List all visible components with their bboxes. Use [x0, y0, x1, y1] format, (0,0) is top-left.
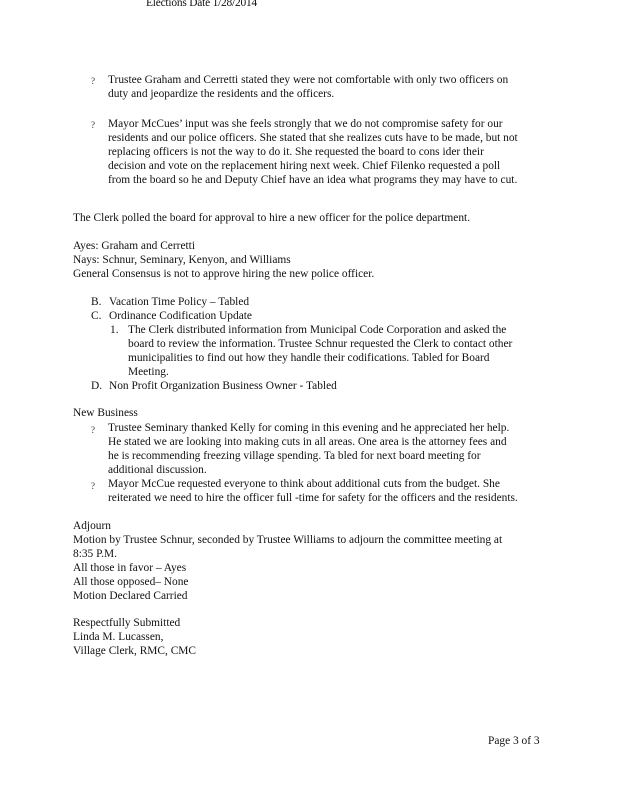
outline-item-ordinance-codification: Ordinance Codification Update — [109, 310, 252, 322]
text-line: board to review the information. Trustee Schnur requested the Clerk to contact other — [128, 338, 513, 350]
outline-item-vacation-policy: Vacation Time Policy – Tabled — [109, 296, 250, 308]
outline-marker-d: D. — [91, 380, 103, 392]
outline-subitem-code-corporation — [128, 323, 538, 379]
poll-nays: Nays: Schnur, Seminary, Kenyon, and Williams — [73, 254, 291, 266]
text-line: additional discussion. — [108, 464, 207, 476]
adjourn-in-favor: All those in favor – Ayes — [73, 562, 187, 574]
adjourn-result: Motion Declared Carried — [73, 590, 188, 602]
bullet-marker: ? — [91, 76, 95, 86]
adjourn-heading: Adjourn — [73, 520, 111, 532]
text-line: Trustee Seminary thanked Kelly for coming in this evening and he appreciated her help. — [108, 422, 510, 434]
bullet-paragraph-mayor-cuts — [108, 477, 548, 505]
bullet-paragraph-mayor-input — [108, 117, 548, 187]
text-line: duty and jeopardize the residents and the officers. — [108, 88, 335, 100]
signature-closing: Respectfully Submitted — [73, 617, 181, 629]
bullet-marker: ? — [91, 481, 95, 491]
text-line: Trustee Graham and Cerretti stated they were not comfortable with only two officers on — [108, 74, 509, 86]
text-line: he is recommending freezing village spending. Ta bled for next board meeting for — [108, 450, 481, 462]
bullet-marker: ? — [91, 425, 95, 435]
poll-ayes: Ayes: Graham and Cerretti — [73, 240, 195, 252]
signature-name: Linda M. Lucassen, — [73, 631, 164, 643]
poll-statement: The Clerk polled the board for approval to hire a new officer for the police department. — [73, 212, 471, 224]
outline-marker-c: C. — [91, 310, 102, 322]
text-line: The Clerk distributed information from Municipal Code Corporation and asked the — [128, 324, 507, 336]
bullet-paragraph-graham-cerretti — [108, 73, 548, 101]
text-line: Motion by Trustee Schnur, seconded by Trustee Williams to adjourn the committee meeting at — [73, 534, 503, 546]
page-number: Page 3 of 3 — [488, 735, 540, 747]
text-line: decision and vote on the replacement hiring next week. Chief Filenko requested a poll — [108, 160, 501, 172]
bullet-paragraph-seminary — [108, 421, 548, 477]
text-line: Meeting. — [128, 366, 169, 378]
new-business-heading: New Business — [73, 407, 138, 419]
outline-item-non-profit: Non Profit Organization Business Owner - Tabled — [109, 380, 337, 392]
outline-marker-c1: 1. — [110, 324, 119, 336]
text-line: Mayor McCues’ input was she feels strongly that we do not compromise safety for our — [108, 118, 503, 130]
outline-marker-b: B. — [91, 296, 102, 308]
bullet-marker: ? — [91, 120, 95, 130]
text-line: replacing officers is not the way to do it. She requested the board to cons ider their — [108, 146, 484, 158]
text-line: residents and our police officers. She stated that she realizes cuts have to be made, but not — [108, 132, 518, 144]
signature-title: Village Clerk, RMC, CMC — [73, 645, 197, 657]
text-line: reiterated we need to hire the officer full -time for safety for the officers and the residents. — [108, 492, 518, 504]
page-header: Elections Date 1/28/2014 — [146, 0, 257, 9]
adjourn-opposed: All those opposed– None — [73, 576, 189, 588]
text-line: from the board so he and Deputy Chief have an idea what programs they may have to cut. — [108, 174, 518, 186]
poll-consensus: General Consensus is not to approve hiring the new police officer. — [73, 268, 375, 280]
text-line: 8:35 P.M. — [73, 548, 117, 560]
text-line: He stated we are looking into making cuts in all areas. One area is the attorney fees and — [108, 436, 507, 448]
adjourn-motion — [73, 533, 543, 561]
text-line: municipalities to find out how they handle their codifications. Tabled for Board — [128, 352, 490, 364]
text-line: Mayor McCue requested everyone to think about additional cuts from the budget. She — [108, 478, 500, 490]
